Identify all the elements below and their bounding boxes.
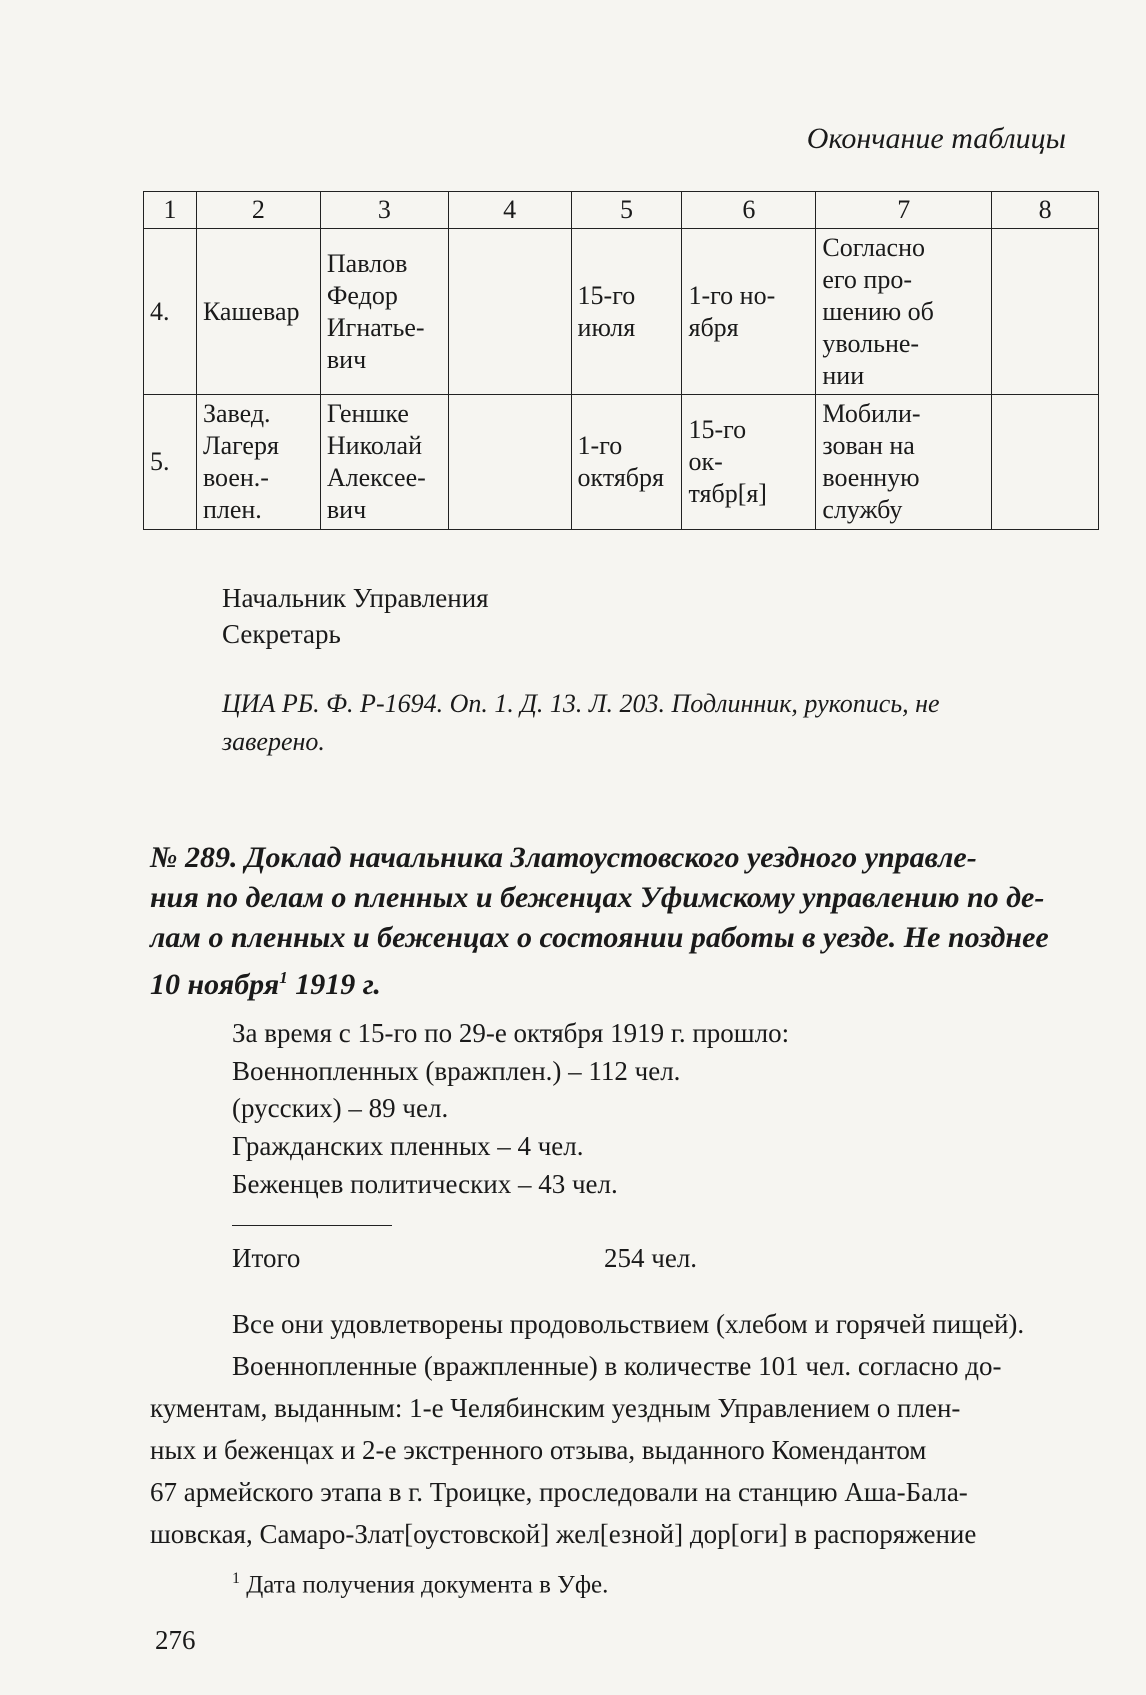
page-number: 276 (155, 1625, 196, 1655)
name-cell: Геншке Николай Алексее- вич (320, 395, 448, 530)
archive-source-note (222, 685, 1112, 761)
paragraph: Военнопленные (вражпленные) в количестве 101 чел. согласно до- (232, 1351, 1002, 1381)
name-cell: Павлов Федор Игнатье- вич (320, 229, 448, 395)
table-continuation-label: Окончание таблицы (806, 122, 1066, 155)
end-date-cell: 15-го ок- тябр[я] (682, 395, 816, 530)
signature-head: Начальник Управления (222, 583, 489, 613)
table-row (144, 229, 1099, 395)
stats-pow: Военнопленных (вражплен.) – 112 чел. (232, 1056, 681, 1086)
reason-cell: Мобили- зован на военную службу (816, 395, 992, 530)
row-number: 5. (144, 395, 197, 530)
table-header-cell: 4 (448, 192, 571, 229)
total-divider (232, 1225, 392, 1226)
end-date-cell: 1-го но- ября (682, 229, 816, 395)
table-header-cell: 7 (816, 192, 992, 229)
table-header-cell: 8 (992, 192, 1099, 229)
stats-total-value: 254 чел. (604, 1243, 698, 1273)
table-header-cell: 2 (196, 192, 320, 229)
start-date-cell: 15-го июля (571, 229, 682, 395)
source-line: заверено. (222, 727, 325, 756)
stats-intro: За время с 15-го по 29-е октября 1919 г. прошло: (232, 1018, 790, 1048)
paragraph-line: ных и беженцах и 2-е экстренного отзыва, выданного Комендантом (150, 1435, 927, 1465)
table-header-cell: 1 (144, 192, 197, 229)
table-header-cell: 6 (682, 192, 816, 229)
empty-cell (992, 395, 1099, 530)
empty-cell (448, 395, 571, 530)
signature-secretary: Секретарь (222, 619, 341, 649)
title-line: 10 ноября$^1$ 1919 г. (150, 968, 381, 1001)
paragraph-line: шовская, Самаро-Злат[оустовской] жел[езной] дор[оги] в распоряжение (150, 1519, 977, 1549)
table-header-cell: 5 (571, 192, 682, 229)
source-line: ЦИА РБ. Ф. Р-1694. Оп. 1. Д. 13. Л. 203. Подлинник, рукопись, не (222, 689, 940, 718)
title-line: № 289. Доклад начальника Златоустовского уездного управле- (150, 841, 977, 874)
paragraph: Все они удовлетворены продовольствием (хлебом и горячей пищей). (232, 1309, 1025, 1339)
title-line: лам о пленных и беженцах о состоянии работы в уезде. Не позднее (150, 921, 1049, 954)
personnel-table (143, 191, 1099, 530)
title-line: ния по делам о пленных и беженцах Уфимскому управлению по де- (150, 881, 1045, 914)
body-text (150, 1303, 1112, 1555)
paragraph-line: 67 армейского этапа в г. Троицке, проследовали на станцию Аша-Бала- (150, 1477, 968, 1507)
empty-cell (992, 229, 1099, 395)
row-number: 4. (144, 229, 197, 395)
reason-cell: Согласно его про- шению об увольне- нии (816, 229, 992, 395)
empty-cell (448, 229, 571, 395)
position-cell: Завед. Лагеря воен.- плен. (196, 395, 320, 530)
footnote-mark: 1 (232, 1570, 240, 1587)
stats-russians: (русских) – 89 чел. (232, 1093, 449, 1123)
paragraph-line: кументам, выданным: 1-е Челябинским уездным Управлением о плен- (150, 1393, 961, 1423)
stats-refugees: Беженцев политических – 43 чел. (232, 1169, 618, 1199)
footnote (232, 1570, 608, 1599)
table-header-row (144, 192, 1099, 229)
table-header-cell: 3 (320, 192, 448, 229)
position-cell: Кашевар (196, 229, 320, 395)
start-date-cell: 1-го октября (571, 395, 682, 530)
footnote-text: Дата получения документа в Уфе. (246, 1571, 609, 1599)
stats-civil: Гражданских пленных – 4 чел. (232, 1131, 584, 1161)
document-title (150, 838, 1116, 1005)
footnote-ref: 1 (279, 968, 288, 987)
stats-total-label: Итого (232, 1243, 301, 1273)
table-row (144, 395, 1099, 530)
